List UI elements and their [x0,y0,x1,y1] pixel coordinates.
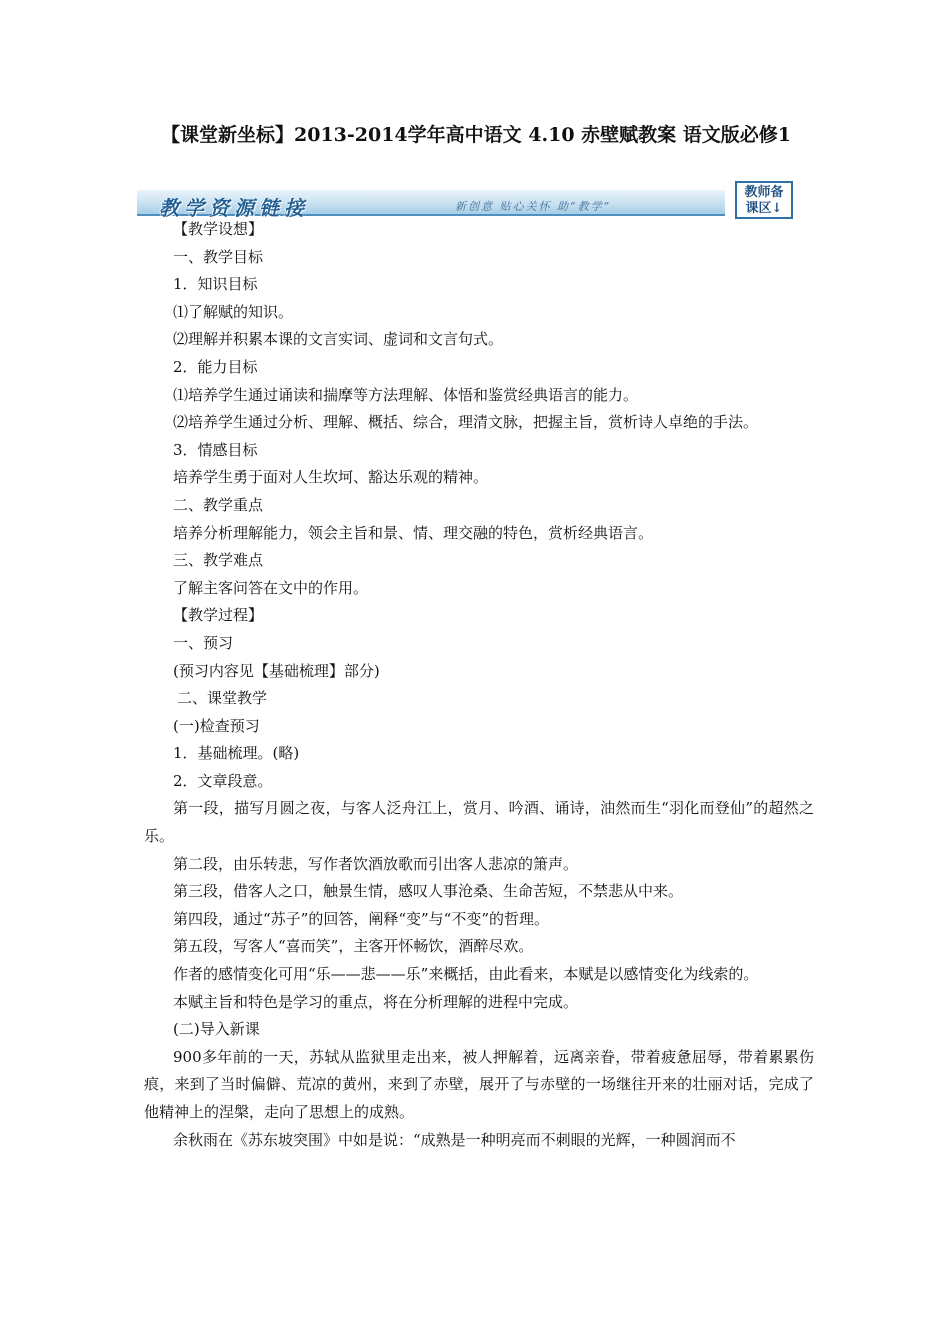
paragraph: 【教学过程】 [173,606,264,625]
resource-banner [137,181,799,221]
paragraph: 培养学生勇于面对人生坎坷、豁达乐观的精神。 [173,468,489,487]
badge-line-1: 教师备 [744,185,784,200]
paragraph: (一)检查预习 [173,716,260,735]
arrow-down-icon: ↓ [771,201,783,216]
paragraph: ⑵理解并积累本课的文言实词、虚词和文言句式。 [173,330,504,349]
paragraph: (二)导入新课 [173,1020,260,1039]
badge-line-2 [737,201,791,217]
paragraph: 二、教学重点 [173,495,264,514]
paragraph: 了解主客问答在文中的作用。 [173,578,369,597]
paragraph: 第一段，描写月圆之夜，与客人泛舟江上，赏月、吟酒、诵诗，油然而生“羽化而登仙”的超然之乐。 [144,799,814,846]
banner-title: 教学资源链接 [159,196,309,220]
teacher-area-badge [735,181,793,219]
banner-slogan: 新创意 贴心关怀 助“教学” [455,200,612,213]
banner-strip [137,190,725,220]
paragraph: 2．文章段意。 [173,771,273,790]
paragraph: 第四段，通过“苏子”的回答，阐释“变”与“不变”的哲理。 [173,909,550,928]
paragraph: 1．基础梳理。(略) [173,744,300,763]
paragraph: 900多年前的一天，苏轼从监狱里走出来，被人押解着，远离亲眷，带着疲惫屈辱，带着累累伤痕，来到了当时偏僻、荒凉的黄州，来到了赤壁，展开了与赤壁的一场继往开来的壮丽对话，完成了他精神上的涅槃，走向了思想上的成熟。 [144,1047,814,1121]
document-title: 【课堂新坐标】2013-2014学年高中语文 4.10 赤壁赋教案 语文版必修1 [161,124,791,146]
paragraph: 1．知识目标 [173,275,258,294]
paragraph: 第五段，写客人“喜而笑”，主客开怀畅饮，酒醉尽欢。 [173,937,534,956]
paragraph: 【教学设想】 [173,220,264,238]
paragraph: ⑴培养学生通过诵读和揣摩等方法理解、体悟和鉴赏经典语言的能力。 [173,385,639,404]
paragraph: 一、预习 [173,633,234,652]
paragraph: 3．情感目标 [173,440,258,459]
paragraph: ⑵培养学生通过分析、理解、概括、综合，理清文脉，把握主旨，赏析诗人卓绝的手法。 [173,413,759,432]
lesson-body [144,216,814,1154]
paragraph: 二、课堂教学 [177,689,268,708]
paragraph: 培养分析理解能力，领会主旨和景、情、理交融的特色，赏析经典语言。 [173,523,654,542]
paragraph: 第三段，借客人之口，触景生情，感叹人事沧桑、生命苦短，不禁悲从中来。 [173,882,684,901]
paragraph: 作者的感情变化可用“乐——悲——乐”来概括，由此看来，本赋是以感情变化为线索的。 [173,965,759,984]
paragraph: 2．能力目标 [173,357,258,376]
paragraph: 本赋主旨和特色是学习的重点，将在分析理解的进程中完成。 [173,992,579,1011]
paragraph: ⑴了解赋的知识。 [173,302,294,321]
paragraph: (预习内容见【基础梳理】部分) [173,661,380,680]
paragraph: 三、教学难点 [173,551,264,570]
paragraph: 第二段，由乐转悲，写作者饮酒放歌而引出客人悲凉的箫声。 [173,854,579,873]
badge-line-2-text: 课区 [745,201,772,216]
paragraph: 一、教学目标 [173,247,264,266]
paragraph: 余秋雨在《苏东坡突围》中如是说：“成熟是一种明亮而不刺眼的光辉，一种圆润而不 [173,1130,736,1149]
